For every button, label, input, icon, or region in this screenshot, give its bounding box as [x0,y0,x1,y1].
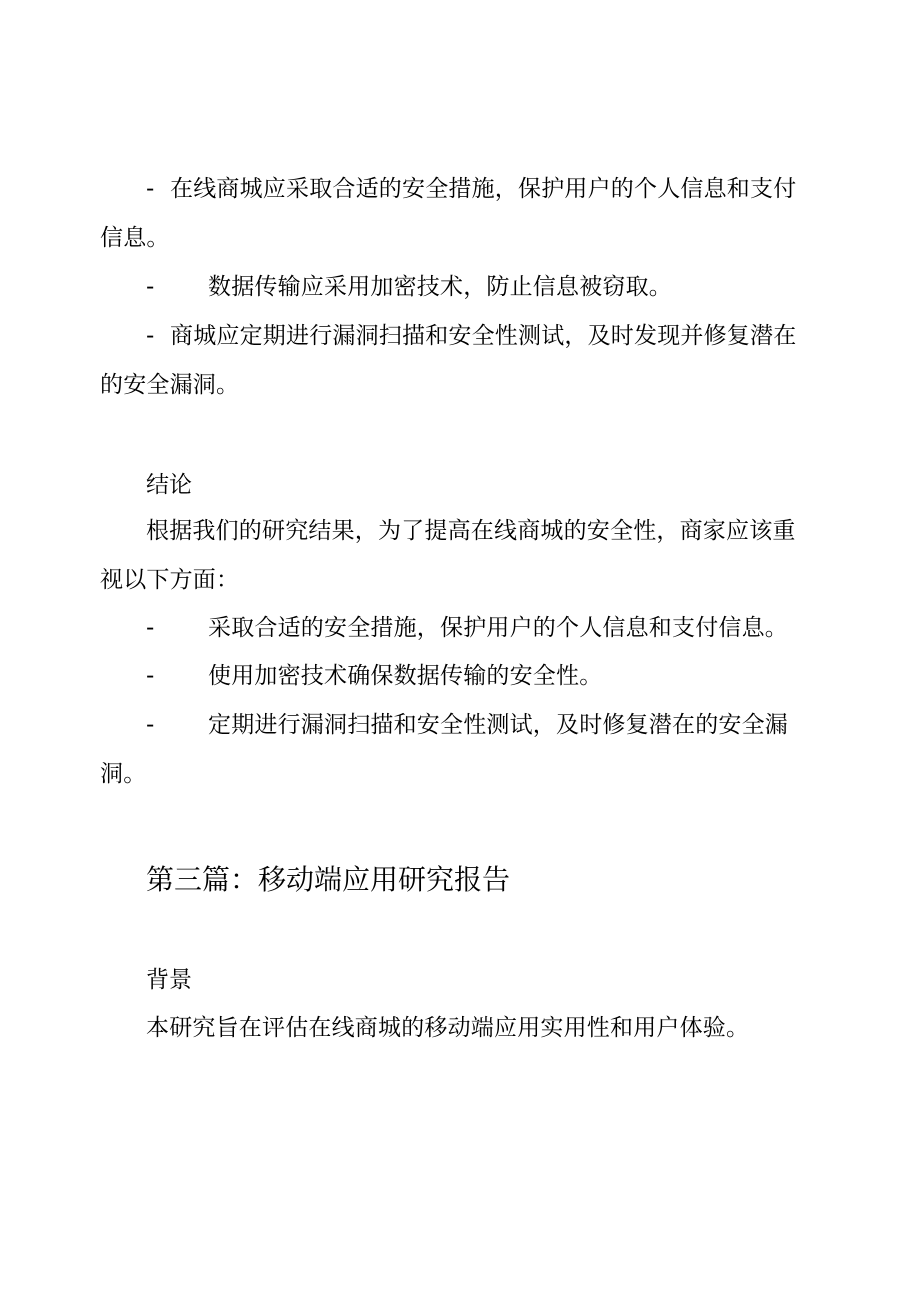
paragraph-text-continuation: 视以下方面： [100,567,240,593]
bullet-dash: - [146,323,155,349]
bullet-text: 在线商城应采取合适的安全措施，保护用户的个人信息和支付 [170,176,797,202]
list-item-text: 使用加密技术确保数据传输的安全性。 [208,663,603,689]
part-title: 第三篇：移动端应用研究报告 [146,864,511,895]
bullet-text: 商城应定期进行漏洞扫描和安全性测试，及时发现并修复潜在 [170,323,797,349]
list-item-text-continuation: 洞。 [100,761,147,787]
list-item-dash: - [146,663,155,689]
section-heading-background: 背景 [146,966,192,992]
list-item-text: 定期进行漏洞扫描和安全性测试，及时修复潜在的安全漏 [208,712,788,738]
bullet-dash: - [146,176,155,202]
list-item-dash: - [146,615,155,641]
paragraph-text: 根据我们的研究结果，为了提高在线商城的安全性，商家应该重 [146,518,796,544]
bullet-text-continuation: 信息。 [100,225,170,251]
list-item-text: 采取合适的安全措施，保护用户的个人信息和支付信息。 [208,615,788,641]
list-item-dash: - [146,712,155,738]
bullet-text: 数据传输应采用加密技术，防止信息被窃取。 [208,274,672,300]
paragraph-text: 本研究旨在评估在线商城的移动端应用实用性和用户体验。 [146,1015,750,1041]
bullet-text-continuation: 的安全漏洞。 [100,372,240,398]
bullet-dash: - [146,274,155,300]
section-heading-conclusion: 结论 [146,471,192,497]
